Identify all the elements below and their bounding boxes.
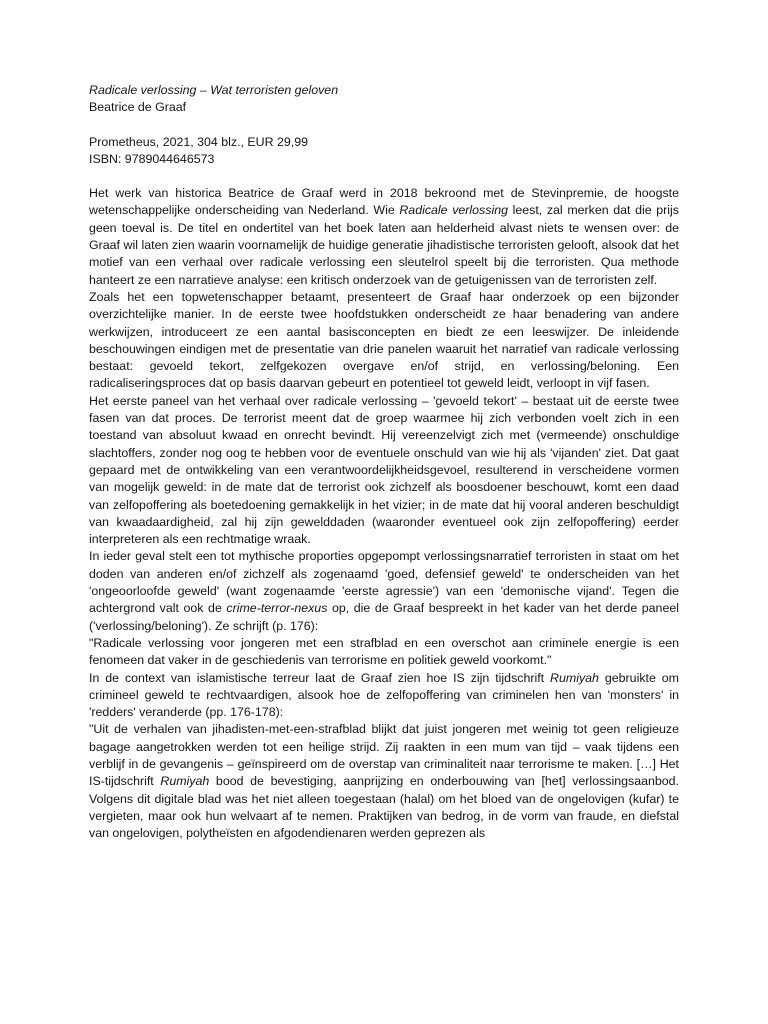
paragraph-3: Het eerste paneel van het verhaal over radicale verlossing – 'gevoeld tekort' – bestaat uit de eerste twee fasen van dat proces. De terrorist meent dat de groep waarmee hij zich verbonden voelt zich in een toestand van absoluut kwaad en onrecht bevindt. Hij vereenzelvigt zich met (vermeende) onschuldige slachtoffers, zonder nog oog te hebben voor de eventuele onschuld van wie hij als 'vijanden' ziet. Dat gaat gepaard met de ontwikkeling van een verantwoordelijkheidsgevoel, resulterend in verscheidene vormen van mogelijk geweld: in de mate dat de terrorist ook zichzelf als boosdoener beschouwt, komt een daad van zelfopoffering als boetedoening gemakkelijk in het vizier; in de mate dat hij vooral anderen beschuldigt van kwaadaardigheid, zal hij zijn gewelddaden (waaronder eventueel ook zijn zelfopoffering) eerder interpreteren als een rechtmatige wraak. — [89, 393, 679, 547]
document-page — [89, 82, 679, 842]
book-author: Beatrice de Graaf — [89, 100, 187, 115]
book-title: Radicale verlossing – Wat terroristen geloven — [89, 83, 339, 97]
book-title-inline: Radicale verlossing — [399, 203, 508, 218]
block-quote-1: "Radicale verlossing voor jongeren met een strafblad en een overschot aan criminele energie is een fenomeen dat vaker in de geschiedenis van terrorisme en politiek geweld voorkomt." — [89, 635, 679, 668]
publication-info — [89, 134, 679, 169]
magazine-name: Rumiyah — [550, 670, 599, 685]
paragraph-2: Zoals het een topwetenschapper betaamt, presenteert de Graaf haar onderzoek op een bijzonder overzichtelijke manier. In de eerste twee hoofdstukken onderscheidt ze haar benadering van andere werkwijzen, introduceert ze een aantal basisconcepten en biedt ze een leeswijzer. De inleidende beschouwingen eindigen met de presentatie van drie panelen waaruit het narratief van radicale verlossing bestaat: gevoeld tekort, zelfgekozen overgave en/of strijd, en verlossing/beloning. Een radicaliseringsproces dat op basis daarvan gebeurt en potentieel tot geweld leidt, verloopt in vijf fasen. — [89, 289, 679, 391]
paragraph-4: In ieder geval stelt een tot mythische proporties opgepompt verlossingsnarratief terroristen in staat om het doden van anderen en/of zichzelf als zogenaamd 'goed, defensief geweld' te onderscheiden van het 'ongeoorloofde geweld' (want zogenaamde 'eerste agressie') van een 'demonische vijand'. Tegen die achtergrond valt ook de crime-terror-nexus op, die de Graaf bespreekt in het kader van het derde paneel ('verlossing/beloning'). Ze schrijft (p. 176): — [89, 549, 679, 633]
isbn: ISBN: 9789044646573 — [89, 151, 215, 166]
block-quote-2: "Uit de verhalen van jihadisten-met-een-strafblad blijkt dat juist jongeren met weinig tot geen religieuze bagage aangetrokken werden tot een heilige strijd. Zij raakten in een mum van tijd – vaak tijdens een verblijf in de gevangenis – geïnspireerd om de overstap van criminaliteit naar terrorisme te maken. […] Het IS-tijdschrift Rumiyah bood de bevestiging, aanprijzing en onderbouwing van [het] verlossingsaanbod. Volgens dit digitale blad was het niet alleen toegestaan (halal) om het bloed van de ongelovigen (kufar) te vergieten, maar ook hun welvaart af te nemen. Praktijken van bedrog, in de vorm van fraude, en diefstal van ongelovigen, polytheïsten en afgodendienaren werden geprezen als — [89, 722, 679, 841]
magazine-name-quote: Rumiyah — [160, 774, 210, 789]
publisher-line: Prometheus, 2021, 304 blz., EUR 29,99 — [89, 134, 309, 149]
term-crime-terror-nexus: crime-terror-nexus — [226, 601, 328, 616]
paragraph-5: In de context van islamistische terreur laat de Graaf zien hoe IS zijn tijdschrift Rumiyah gebruikte om crimineel geweld te rechtvaardigen, alsook hoe de zelfopoffering van criminelen hen van 'monsters' in 'redders' veranderde (pp. 176-178): — [89, 670, 679, 720]
book-header — [89, 82, 679, 117]
paragraph-1: Het werk van historica Beatrice de Graaf werd in 2018 bekroond met de Stevinpremie, de hoogste wetenschappelijke onderscheiding van Nederland. Wie Radicale verlossing leest, zal merken dat die prijs geen toeval is. De titel en ondertitel van het boek laten aan helderheid alvast niets te wensen over: de Graaf wil laten zien waarin voornamelijk de huidige generatie jihadistische terroristen gelooft, alsook dat het motief van een verhaal over radicale verlossing een sleutelrol speelt bij die terroristen. Qua methode hanteert ze een narratieve analyse: een kritisch onderzoek van de getuigenissen van de terroristen zelf. — [89, 186, 679, 287]
